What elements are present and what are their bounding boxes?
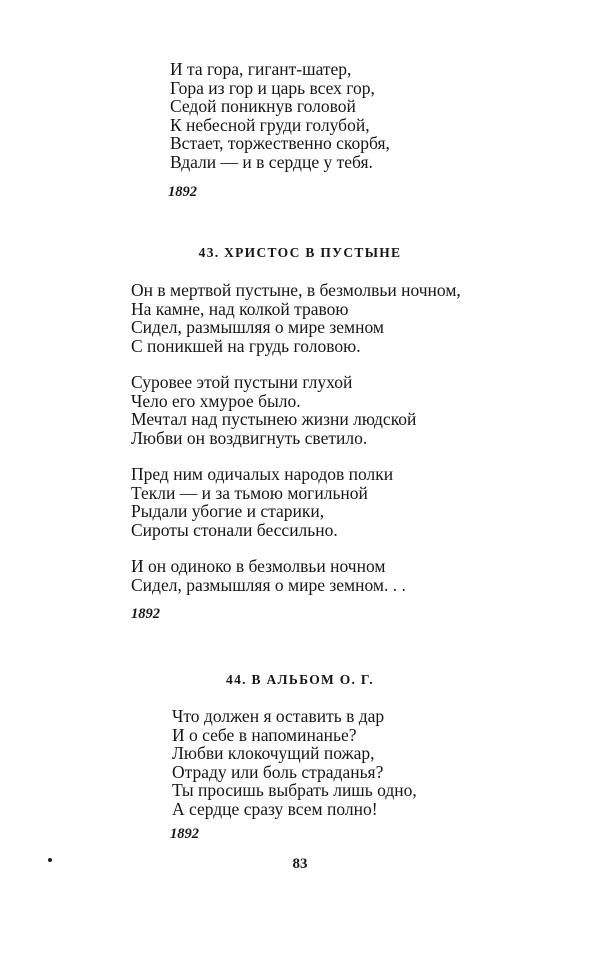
poem-line: Отраду или боль страданья? <box>172 761 384 782</box>
poem-line: Седой поникнув головой <box>170 96 356 117</box>
poem-line: На камне, над колкой травою <box>131 298 349 319</box>
poem-line: Встает, торжественно скорбя, <box>170 133 390 154</box>
poem-line: Мечтал над пустынею жизни людской <box>131 409 417 430</box>
poem-44-date: 1892 <box>170 826 199 842</box>
poem-line: Пред ним одичалых народов полки <box>131 464 394 484</box>
poem-line: Сидел, размышляя о мире земном. . . <box>131 574 406 595</box>
poem-44-title: 44. В АЛЬБОМ О. Г. <box>226 672 374 687</box>
poem-43-stanza-3 <box>131 465 393 539</box>
poem-line: С поникшей на грудь головою. <box>131 335 361 356</box>
poem-line: Сидел, размышляя о мире земном <box>131 317 384 338</box>
poem-line: Сироты стонали бессильно. <box>131 519 338 540</box>
poem-line: Что должен я оставить в дар <box>172 706 385 726</box>
poem-line: И о себе в напоминанье? <box>172 724 357 745</box>
poem-line: Любви клокочущий пожар, <box>172 743 375 764</box>
poem-line: К небесной груди голубой, <box>170 114 370 135</box>
poem-line: А сердце сразу всем полно! <box>172 798 378 819</box>
poem-line: Рыдали убогие и старики, <box>131 501 325 522</box>
poem-43-stanza-1 <box>131 281 461 355</box>
poem-line: И та гора, гигант-шатер, <box>170 59 352 79</box>
poem-43-stanza-4 <box>131 557 406 594</box>
poem-43-date: 1892 <box>131 606 160 622</box>
poem-line: И он одиноко в безмолвьи ночном <box>131 556 386 576</box>
poem-line: Вдали — и в сердце у тебя. <box>170 151 373 172</box>
poem-1-date: 1892 <box>168 184 197 200</box>
poem-1-stanza <box>170 60 390 172</box>
poem-line: Гора из гор и царь всех гор, <box>170 77 375 98</box>
poem-line: Текли — и за тьмою могильной <box>131 482 368 503</box>
poem-line: Любви он воздвигнуть светило. <box>131 427 368 448</box>
poem-43-title: 43. ХРИСТОС В ПУСТЫНЕ <box>198 245 402 260</box>
poem-line: Суровее этой пустыни глухой <box>131 372 353 392</box>
poem-43-stanza-2 <box>131 373 416 447</box>
poem-line: Чело его хмурое было. <box>131 390 301 411</box>
page-number: 83 <box>292 856 308 872</box>
poem-line: Ты просишь выбрать лишь одно, <box>172 780 417 801</box>
poem-44-stanza <box>172 707 417 819</box>
poem-line: Он в мертвой пустыне, в безмолвьи ночном, <box>131 280 461 300</box>
